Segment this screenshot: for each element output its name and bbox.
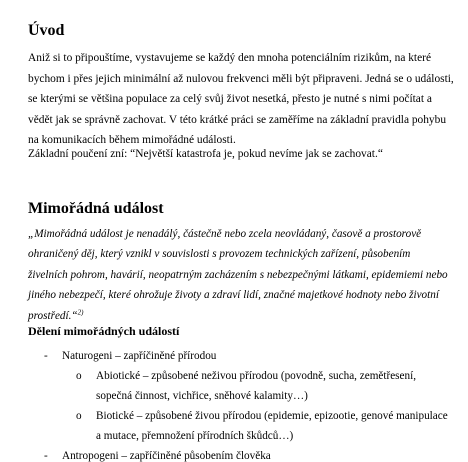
quote-line-3: živelních pohrom, havárií, neopatrným zacházením s nebezpečnými látkami, epidemiemi nebo <box>28 268 448 281</box>
list-dash: - <box>44 450 48 462</box>
basic-lesson: Základní poučení zní: “Největší katastrofa je, pokud nevíme jak se zachovat.“ <box>28 148 383 160</box>
event-definition-quote <box>28 224 448 326</box>
list-item-abioticke-cont: sopečná činnost, vichřice, sněhové kalamity…) <box>96 390 308 402</box>
quote-line-5-text: prostředí.“ <box>28 309 78 322</box>
intro-line-2: bychom i přes jejich minimální až nulovou frekvenci měli být připraveni. Jedná se o události, <box>28 72 454 85</box>
list-bullet: o <box>76 370 82 382</box>
division-heading: Dělení mimořádných událostí <box>28 324 180 338</box>
list-item-bioticke-cont: a mutace, přemnožení přírodních škůdců…) <box>96 430 294 442</box>
list-item-abioticke: Abiotické – způsobené neživou přírodou (povodně, sucha, zemětřesení, <box>96 370 416 382</box>
intro-paragraph <box>28 48 454 151</box>
quote-line-5 <box>28 306 448 326</box>
list-bullet: o <box>76 410 82 422</box>
list-item-bioticke: Biotické – způsobené živou přírodou (epidemie, epizootie, genové manipulace <box>96 410 448 422</box>
quote-line-2: ohraničený děj, který vznikl v souvislosti s provozem technických zařízení, působením <box>28 248 411 261</box>
event-heading: Mimořádná událost <box>28 200 164 217</box>
intro-line-4: vědět jak se správně zachovat. V této krátké práci se zaměříme na základní pravidla pohybu <box>28 113 447 126</box>
quote-line-4: jiného nebezpečí, které ohrožuje životy a zdraví lidí, značné majetkové hodnoty nebo životní <box>28 289 439 302</box>
list-item-antropogeni: Antropogeni – zapříčiněné působením člověka <box>62 450 271 462</box>
intro-heading: Úvod <box>28 22 65 39</box>
list-item-naturogeni: Naturogeni – zapříčiněné přírodou <box>62 350 217 362</box>
intro-line-3: se kterými se většina populace za celý svůj život nesetká, přesto je nutné s nimi počítat a <box>28 93 432 106</box>
list-dash: - <box>44 350 48 362</box>
intro-line-1: Aniž si to připouštíme, vystavujeme se každý den mnoha potenciálním rizikům, na které <box>28 52 431 64</box>
quote-line-1: „Mimořádná událost je nenadálý, částečně nebo zcela neovládaný, časově a prostorově <box>28 228 422 240</box>
footnote-reference: 2) <box>77 307 84 316</box>
intro-line-5: na komunikacích během mimořádné události. <box>28 134 236 147</box>
